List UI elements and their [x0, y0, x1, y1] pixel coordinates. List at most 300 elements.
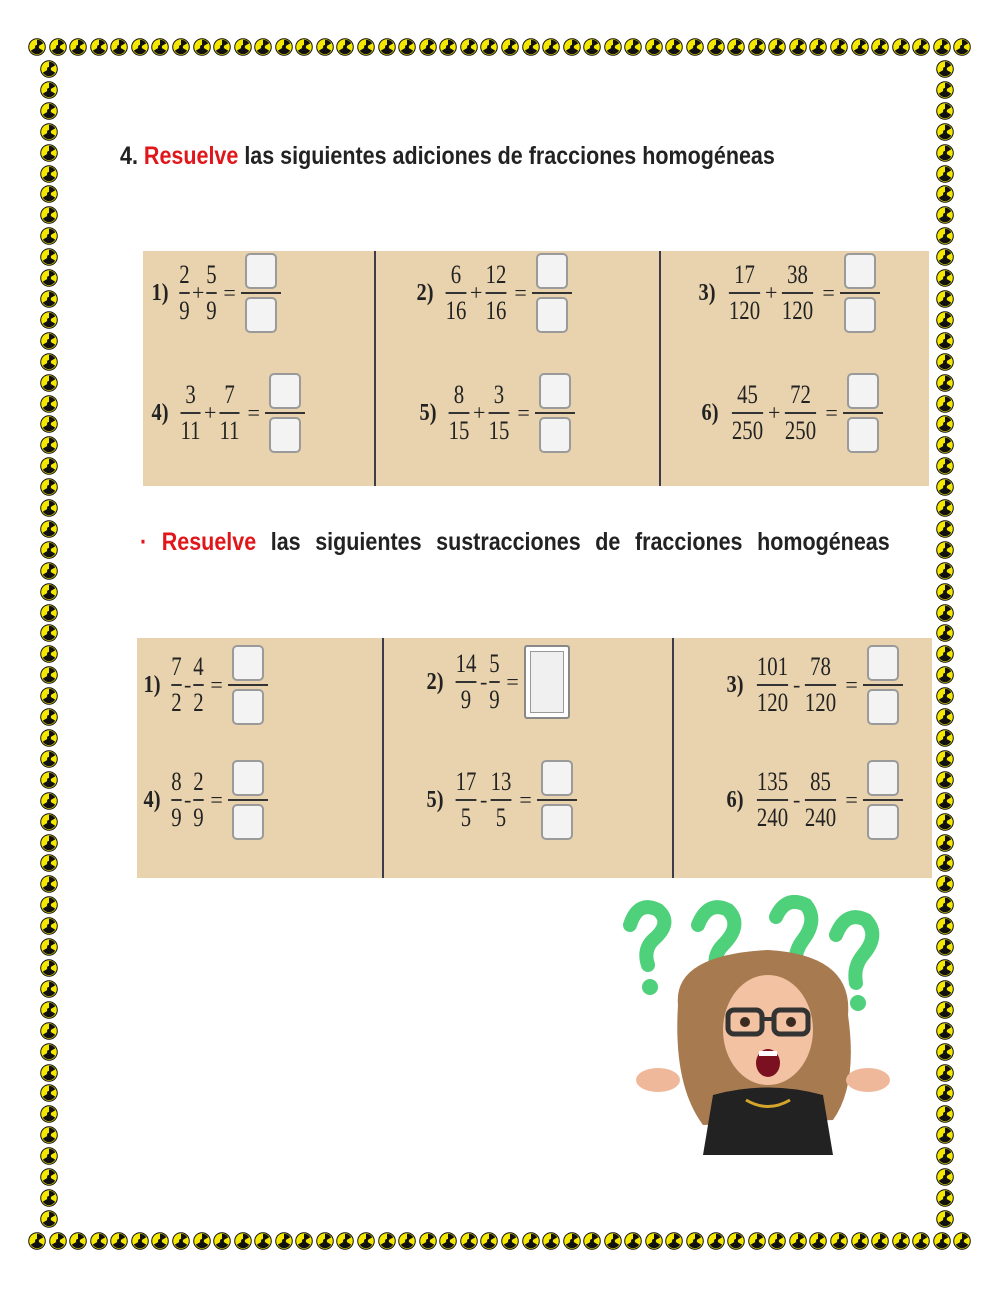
radiation-icon	[727, 38, 745, 56]
radiation-icon	[936, 562, 954, 580]
answer-denominator-box[interactable]	[541, 804, 573, 840]
numerator: 13	[490, 767, 512, 797]
border-right	[936, 60, 958, 1228]
numerator: 2	[179, 260, 190, 290]
fraction	[181, 380, 201, 446]
radiation-icon	[40, 541, 58, 559]
radiation-icon	[40, 729, 58, 747]
radiation-icon	[40, 708, 58, 726]
radiation-icon	[936, 457, 954, 475]
denominator: 11	[180, 415, 201, 445]
radiation-icon	[40, 1022, 58, 1040]
radiation-icon	[40, 687, 58, 705]
denominator: 9	[193, 802, 205, 832]
radiation-icon	[172, 1232, 190, 1250]
radiation-icon	[871, 38, 889, 56]
radiation-icon	[936, 520, 954, 538]
fraction	[179, 260, 189, 326]
radiation-icon	[936, 1084, 954, 1102]
radiation-icon	[275, 1232, 293, 1250]
denominator: 16	[445, 295, 467, 325]
numerator: 8	[171, 767, 182, 797]
denominator: 120	[782, 295, 814, 325]
equals-sign: =	[845, 787, 858, 812]
exercise-label: 3)	[726, 671, 744, 698]
radiation-icon	[40, 1001, 58, 1019]
radiation-icon	[789, 1232, 807, 1250]
fraction-bar	[171, 684, 181, 686]
equals-sign: =	[822, 280, 835, 305]
radiation-icon	[686, 1232, 704, 1250]
radiation-icon	[624, 38, 642, 56]
fraction-bar	[265, 412, 305, 414]
fraction-bar	[732, 412, 763, 414]
equals-sign: =	[506, 669, 519, 694]
fraction	[486, 260, 507, 326]
denominator: 120	[728, 295, 761, 325]
fraction	[491, 767, 512, 833]
radiation-icon	[40, 248, 58, 266]
answer-denominator-box[interactable]	[867, 804, 899, 840]
answer-denominator-box[interactable]	[232, 689, 264, 725]
fraction-bar	[785, 412, 816, 414]
exercise-label: 3)	[698, 279, 716, 306]
fraction	[782, 260, 813, 326]
fraction-bar	[757, 799, 788, 801]
fraction-bar	[757, 684, 788, 686]
radiation-icon	[40, 917, 58, 935]
fraction	[757, 652, 788, 718]
fraction	[489, 380, 510, 446]
confused-avatar-icon	[618, 895, 908, 1155]
answer-numerator-box[interactable]	[867, 645, 899, 681]
radiation-icon	[936, 541, 954, 559]
exercise-subtraction-2	[425, 645, 570, 719]
radiation-icon	[936, 1064, 954, 1082]
denominator: 9	[460, 684, 472, 714]
radiation-icon	[40, 583, 58, 601]
fraction-bar	[491, 799, 512, 801]
exercise-addition-2	[415, 253, 572, 333]
operator: -	[184, 787, 192, 812]
divider	[672, 638, 674, 878]
fraction-bar	[181, 412, 201, 414]
radiation-icon	[936, 436, 954, 454]
fraction	[729, 260, 760, 326]
exercise-addition-5	[418, 373, 575, 453]
fraction	[490, 649, 500, 715]
equals-sign: =	[517, 400, 530, 425]
operator: +	[204, 400, 217, 425]
answer-numerator-box[interactable]	[245, 253, 277, 289]
radiation-icon	[936, 854, 954, 872]
radiation-icon	[213, 1232, 231, 1250]
radiation-icon	[936, 1189, 954, 1207]
numerator: 85	[810, 767, 832, 797]
operator: -	[480, 787, 488, 812]
radiation-icon	[936, 834, 954, 852]
radiation-icon	[936, 729, 954, 747]
answer-numerator-box[interactable]	[539, 373, 571, 409]
radiation-icon	[953, 1232, 971, 1250]
fraction-bar	[179, 292, 189, 294]
radiation-icon	[172, 38, 190, 56]
radiation-icon	[28, 38, 46, 56]
answer-fraction	[863, 645, 903, 725]
equals-sign: =	[845, 672, 858, 697]
radiation-icon	[936, 750, 954, 768]
radiation-icon	[936, 813, 954, 831]
radiation-icon	[936, 1105, 954, 1123]
radiation-icon	[789, 38, 807, 56]
heading-text: las siguientes sustracciones de fracciones homogéneas	[270, 528, 890, 556]
radiation-icon	[90, 38, 108, 56]
radiation-icon	[912, 38, 930, 56]
fraction-bar	[194, 684, 204, 686]
fraction	[732, 380, 763, 446]
radiation-icon	[936, 645, 954, 663]
radiation-icon	[378, 1232, 396, 1250]
fraction-bar	[207, 292, 217, 294]
radiation-icon	[501, 1232, 519, 1250]
exercise-subtraction-4	[142, 760, 268, 840]
radiation-icon	[936, 1168, 954, 1186]
exercise-subtraction-6	[725, 760, 903, 840]
numerator: 78	[810, 652, 832, 682]
divider	[382, 638, 384, 878]
radiation-icon	[707, 1232, 725, 1250]
radiation-icon	[378, 38, 396, 56]
radiation-icon	[871, 1232, 889, 1250]
radiation-icon	[69, 38, 87, 56]
radiation-icon	[936, 227, 954, 245]
radiation-icon	[40, 60, 58, 78]
numerator: 4	[193, 652, 205, 682]
exercise-addition-3	[697, 253, 880, 333]
answer-numerator-box[interactable]	[232, 760, 264, 796]
radiation-icon	[131, 38, 149, 56]
radiation-icon	[936, 311, 954, 329]
radiation-icon	[936, 708, 954, 726]
operator: +	[765, 280, 778, 305]
operator: +	[473, 400, 486, 425]
exercise-label: 6)	[701, 399, 719, 426]
operator: -	[793, 672, 801, 697]
radiation-icon	[936, 395, 954, 413]
radiation-icon	[851, 38, 869, 56]
fraction-bar	[449, 412, 470, 414]
exercise-label: 5)	[426, 786, 444, 813]
equals-sign: =	[825, 400, 838, 425]
exercise-label: 1)	[151, 279, 169, 306]
numerator: 135	[756, 767, 789, 797]
answer-fraction	[265, 373, 305, 453]
equals-sign: =	[223, 280, 236, 305]
fraction-bar	[241, 292, 281, 294]
exercise-label: 6)	[726, 786, 744, 813]
radiation-icon	[936, 959, 954, 977]
denominator: 15	[448, 415, 470, 445]
radiation-icon	[40, 854, 58, 872]
radiation-icon	[686, 38, 704, 56]
radiation-icon	[295, 38, 313, 56]
radiation-icon	[316, 38, 334, 56]
exercise-subtraction-1	[142, 645, 268, 725]
fraction	[456, 767, 477, 833]
radiation-icon	[234, 1232, 252, 1250]
radiation-icon	[480, 38, 498, 56]
numerator: 8	[453, 380, 465, 410]
radiation-icon	[398, 1232, 416, 1250]
answer-numerator-box[interactable]	[541, 760, 573, 796]
radiation-icon	[40, 562, 58, 580]
fraction	[171, 767, 181, 833]
answer-numerator-box[interactable]	[269, 373, 301, 409]
denominator: 5	[496, 802, 507, 832]
fraction	[456, 649, 477, 715]
equals-sign: =	[210, 787, 223, 812]
radiation-icon	[40, 1210, 58, 1228]
numerator: 3	[185, 380, 196, 410]
fraction-bar	[171, 799, 181, 801]
answer-fraction	[843, 373, 883, 453]
radiation-icon	[234, 38, 252, 56]
radiation-icon	[40, 290, 58, 308]
radiation-icon	[933, 1232, 951, 1250]
radiation-icon	[936, 1022, 954, 1040]
answer-denominator-box[interactable]	[847, 417, 879, 453]
radiation-icon	[936, 123, 954, 141]
fraction	[785, 380, 816, 446]
radiation-icon	[542, 1232, 560, 1250]
radiation-icon	[40, 353, 58, 371]
radiation-icon	[936, 185, 954, 203]
radiation-icon	[936, 917, 954, 935]
radiation-icon	[707, 38, 725, 56]
denominator: 120	[805, 687, 837, 717]
numerator: 5	[206, 260, 218, 290]
exercise-label: 4)	[143, 786, 161, 813]
answer-denominator-box[interactable]	[245, 297, 277, 333]
radiation-icon	[624, 1232, 642, 1250]
answer-numerator-box[interactable]	[232, 645, 264, 681]
radiation-icon	[830, 38, 848, 56]
radiation-icon	[40, 750, 58, 768]
fraction-bar	[729, 292, 760, 294]
radiation-icon	[40, 771, 58, 789]
radiation-icon	[40, 374, 58, 392]
denominator: 2	[193, 687, 205, 717]
fraction-bar	[486, 292, 507, 294]
radiation-icon	[936, 165, 954, 183]
denominator: 15	[489, 415, 510, 445]
denominator: 2	[171, 687, 182, 717]
radiation-icon	[151, 38, 169, 56]
radiation-icon	[604, 38, 622, 56]
heading-number: 4.	[120, 142, 138, 170]
border-top	[28, 38, 972, 60]
radiation-icon	[40, 938, 58, 956]
fraction	[757, 767, 788, 833]
numerator: 12	[486, 260, 507, 290]
fraction-bar	[863, 684, 903, 686]
heading-text: las siguientes adiciones de fracciones homogéneas	[244, 142, 775, 170]
heading-bullet: ·	[140, 528, 148, 556]
fraction	[171, 652, 181, 718]
answer-fraction	[228, 645, 268, 725]
radiation-icon	[40, 269, 58, 287]
fraction	[220, 380, 240, 446]
radiation-icon	[583, 1232, 601, 1250]
radiation-icon	[522, 38, 540, 56]
radiation-icon	[936, 687, 954, 705]
radiation-icon	[892, 38, 910, 56]
fraction-bar	[805, 799, 836, 801]
radiation-icon	[40, 499, 58, 517]
denominator: 5	[460, 802, 472, 832]
fraction-bar	[456, 799, 477, 801]
radiation-icon	[936, 60, 954, 78]
answer-fraction	[537, 760, 577, 840]
radiation-icon	[193, 1232, 211, 1250]
radiation-icon	[727, 1232, 745, 1250]
radiation-icon	[809, 38, 827, 56]
radiation-icon	[40, 980, 58, 998]
divider	[659, 251, 661, 486]
numerator: 14	[455, 649, 477, 679]
numerator: 2	[193, 767, 205, 797]
answer-denominator-box[interactable]	[867, 689, 899, 725]
radiation-icon	[936, 1147, 954, 1165]
radiation-icon	[40, 604, 58, 622]
answer-fraction	[241, 253, 281, 333]
heading-red-word: Resuelve	[143, 142, 239, 170]
radiation-icon	[49, 38, 67, 56]
radiation-icon	[40, 1084, 58, 1102]
answer-denominator-box[interactable]	[269, 417, 301, 453]
radiation-icon	[936, 792, 954, 810]
radiation-icon	[40, 436, 58, 454]
denominator: 250	[785, 415, 817, 445]
answer-box[interactable]	[524, 645, 570, 719]
denominator: 9	[206, 295, 218, 325]
answer-numerator-box[interactable]	[847, 373, 879, 409]
answer-numerator-box[interactable]	[844, 253, 876, 289]
radiation-icon	[40, 185, 58, 203]
answer-fraction	[840, 253, 880, 333]
radiation-icon	[936, 604, 954, 622]
radiation-icon	[40, 478, 58, 496]
denominator: 9	[179, 295, 190, 325]
radiation-icon	[768, 1232, 786, 1250]
radiation-icon	[936, 144, 954, 162]
radiation-icon	[40, 875, 58, 893]
radiation-icon	[936, 624, 954, 642]
radiation-icon	[40, 415, 58, 433]
radiation-icon	[254, 1232, 272, 1250]
radiation-icon	[336, 1232, 354, 1250]
answer-denominator-box[interactable]	[232, 804, 264, 840]
radiation-icon	[583, 38, 601, 56]
radiation-icon	[40, 959, 58, 977]
radiation-icon	[40, 1189, 58, 1207]
radiation-icon	[936, 81, 954, 99]
fraction-bar	[228, 684, 268, 686]
radiation-icon	[40, 457, 58, 475]
border-bottom	[28, 1232, 972, 1254]
radiation-icon	[542, 38, 560, 56]
border-left	[40, 60, 62, 1228]
fraction-bar	[456, 681, 477, 683]
radiation-icon	[936, 771, 954, 789]
radiation-icon	[809, 1232, 827, 1250]
fraction-bar	[863, 799, 903, 801]
fraction	[805, 652, 836, 718]
fraction-bar	[532, 292, 572, 294]
radiation-icon	[40, 123, 58, 141]
subtraction-heading	[140, 528, 890, 557]
radiation-icon	[40, 144, 58, 162]
radiation-icon	[357, 38, 375, 56]
radiation-icon	[336, 38, 354, 56]
operator: -	[793, 787, 801, 812]
radiation-icon	[49, 1232, 67, 1250]
radiation-icon	[40, 666, 58, 684]
radiation-icon	[936, 269, 954, 287]
radiation-icon	[40, 165, 58, 183]
radiation-icon	[936, 666, 954, 684]
heading-red-word: Resuelve	[161, 528, 257, 556]
radiation-icon	[439, 38, 457, 56]
radiation-icon	[936, 374, 954, 392]
answer-numerator-box[interactable]	[867, 760, 899, 796]
exercise-subtraction-3	[725, 645, 903, 725]
fraction-bar	[840, 292, 880, 294]
radiation-icon	[295, 1232, 313, 1250]
radiation-icon	[40, 896, 58, 914]
exercise-label: 2)	[416, 279, 434, 306]
answer-denominator-box[interactable]	[536, 297, 568, 333]
answer-fraction	[535, 373, 575, 453]
exercise-label: 4)	[151, 399, 169, 426]
radiation-icon	[936, 1001, 954, 1019]
answer-numerator-box[interactable]	[536, 253, 568, 289]
fraction-bar	[805, 684, 836, 686]
divider	[374, 251, 376, 486]
answer-denominator-box[interactable]	[844, 297, 876, 333]
radiation-icon	[522, 1232, 540, 1250]
radiation-icon	[40, 81, 58, 99]
radiation-icon	[40, 227, 58, 245]
radiation-icon	[213, 38, 231, 56]
radiation-icon	[40, 1043, 58, 1061]
operator: +	[470, 280, 483, 305]
radiation-icon	[40, 1168, 58, 1186]
fraction-bar	[194, 799, 204, 801]
fraction-bar	[537, 799, 577, 801]
radiation-icon	[40, 1126, 58, 1144]
radiation-icon	[936, 478, 954, 496]
numerator: 3	[494, 380, 505, 410]
equals-sign: =	[210, 672, 223, 697]
exercise-label: 1)	[143, 671, 161, 698]
radiation-icon	[604, 1232, 622, 1250]
radiation-icon	[398, 38, 416, 56]
radiation-icon	[460, 1232, 478, 1250]
radiation-icon	[645, 1232, 663, 1250]
answer-denominator-box[interactable]	[539, 417, 571, 453]
radiation-icon	[90, 1232, 108, 1250]
